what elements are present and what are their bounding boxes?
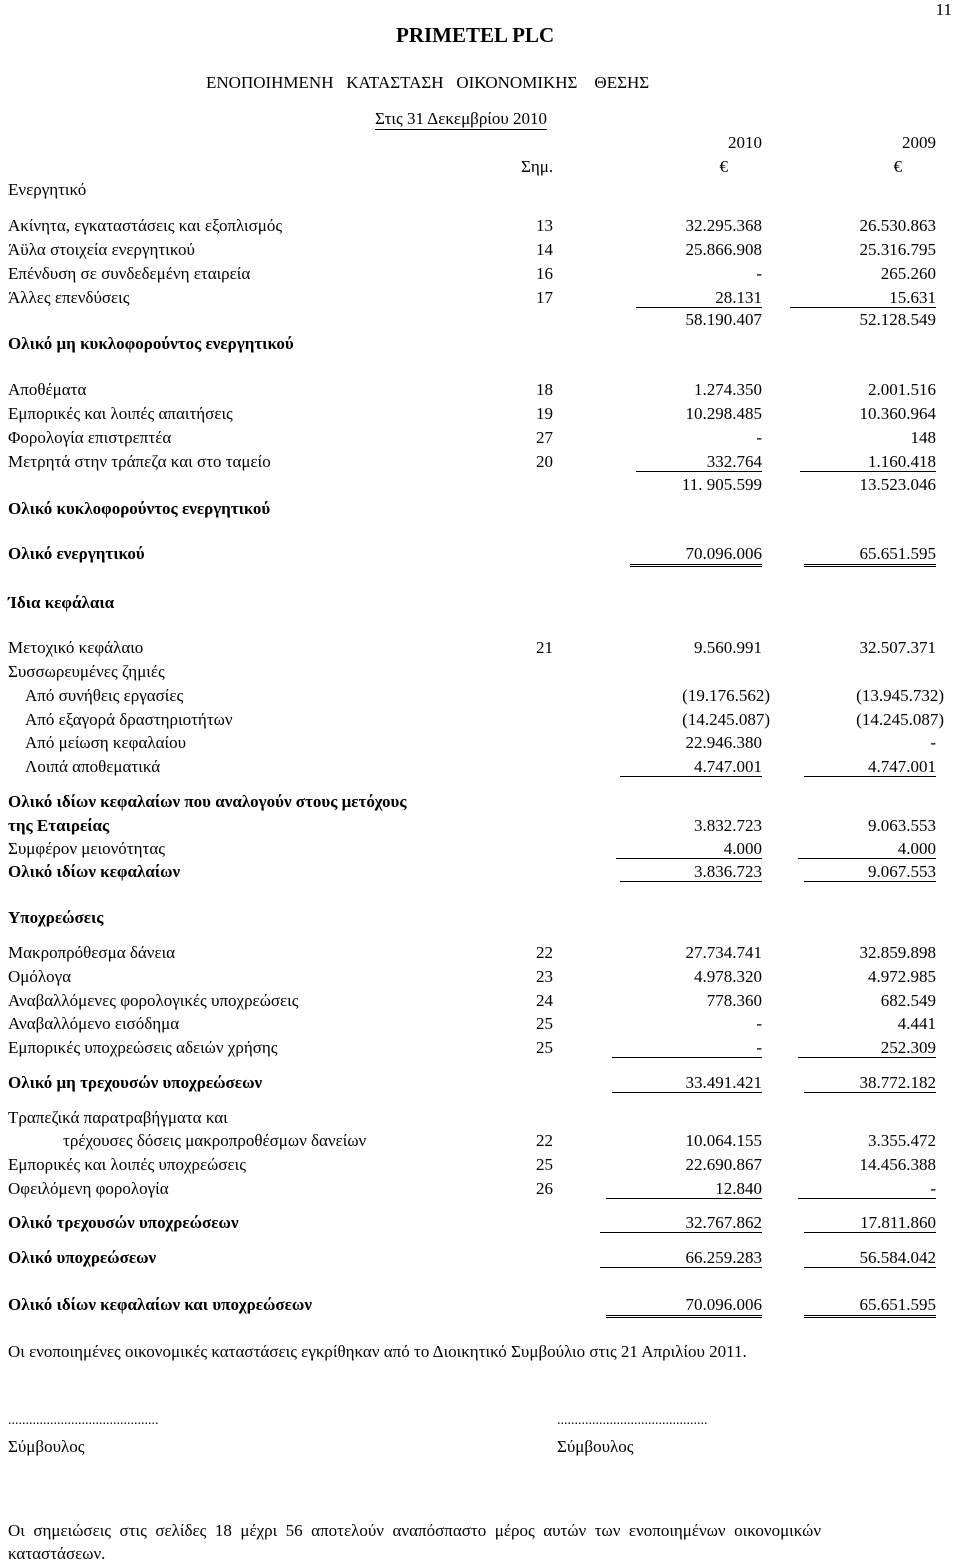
section-assets-heading: Ενεργητικό: [8, 180, 87, 199]
row-label: Από μείωση κεφαλαίου: [25, 733, 186, 752]
subtotal-rule: [804, 776, 936, 777]
approval-statement: Οι ενοποιημένες οικονομικές καταστάσεις εγκρίθηκαν από το Διοικητικό Συμβούλιο στις 21 Απριλίου 2011.: [8, 1342, 747, 1361]
currency-2010: €: [719, 157, 728, 176]
row-note: 22: [536, 943, 553, 962]
minority-2009: 4.000: [897, 839, 936, 858]
row-note: 27: [536, 428, 553, 447]
row-label: Ακίνητα, εγκαταστάσεις και εξοπλισμός: [8, 216, 283, 235]
total-rule: [600, 1267, 762, 1268]
current-liab-total-label: Ολικό τρεχουσών υποχρεώσεων: [8, 1213, 239, 1232]
row-value-2010: 778.360: [706, 991, 762, 1010]
row-note: 18: [536, 380, 553, 399]
row-value-2009: 10.360.964: [859, 404, 936, 423]
equity-liab-total-2010: 70.096.006: [685, 1295, 762, 1314]
note-header: Σημ.: [521, 157, 554, 176]
bank-overdrafts-label-line2: τρέχουσες δόσεις μακροπροθέσμων δανείων: [63, 1131, 367, 1150]
noncurrent-total-2009: 52.128.549: [859, 310, 936, 329]
row-value-2010: -: [756, 1014, 762, 1033]
row-value-2010: (19.176.562): [682, 686, 770, 705]
total-rule: [804, 1267, 936, 1268]
row-value-2010: 28.131: [715, 288, 762, 307]
row-value-2010: 12.840: [715, 1179, 762, 1198]
row-value-2010: 4.978.320: [694, 967, 762, 986]
subtotal-rule: [798, 1057, 936, 1058]
row-label: Από εξαγορά δραστηριοτήτων: [25, 710, 233, 729]
row-note: 25: [536, 1014, 553, 1033]
subtotal-rule: [606, 1198, 762, 1199]
row-value-2010: -: [756, 428, 762, 447]
bank-overdrafts-note: 22: [536, 1131, 553, 1150]
bank-overdrafts-label-line1: Τραπεζικά παρατραβήγματα και: [8, 1108, 228, 1127]
equity-total-2009: 9.067.553: [868, 862, 936, 881]
total-rule: [620, 881, 762, 882]
row-value-2010: 22.946.380: [685, 733, 762, 752]
row-value-2009: -: [930, 1179, 936, 1198]
subtotal-rule: [636, 307, 762, 308]
total-double-rule: [804, 564, 936, 567]
row-note: 17: [536, 288, 553, 307]
year-2010-header: 2010: [728, 133, 762, 152]
row-value-2009: 682.549: [880, 991, 936, 1010]
row-note: 14: [536, 240, 553, 259]
row-note: 19: [536, 404, 553, 423]
equity-liab-total-2009: 65.651.595: [859, 1295, 936, 1314]
attributable-2010: 3.832.723: [694, 816, 762, 835]
row-value-2009: 26.530.863: [859, 216, 936, 235]
row-note: 13: [536, 216, 553, 235]
subtotal-rule: [612, 1057, 762, 1058]
row-value-2009: (14.245.087): [856, 710, 944, 729]
total-rule: [804, 1092, 936, 1093]
row-value-2009: 2.001.516: [868, 380, 936, 399]
assets-total-2010: 70.096.006: [685, 544, 762, 563]
row-label: Από συνήθεις εργασίες: [25, 686, 184, 705]
noncurrent-liab-total-2010: 33.491.421: [685, 1073, 762, 1092]
row-label: Εμπορικές υποχρεώσεις αδειών χρήσης: [8, 1038, 278, 1057]
total-double-rule: [804, 1315, 936, 1318]
row-label: Εμπορικές και λοιπές απαιτήσεις: [8, 404, 233, 423]
row-value-2009: 4.441: [897, 1014, 936, 1033]
liab-total-2009: 56.584.042: [859, 1248, 936, 1267]
row-label: Λοιπά αποθεματικά: [25, 757, 161, 776]
noncurrent-total-label: Ολικό μη κυκλοφορούντος ενεργητικού: [8, 334, 294, 353]
row-value-2009: 4.747.001: [868, 757, 936, 776]
row-note: 24: [536, 991, 553, 1010]
noncurrent-liab-total-2009: 38.772.182: [859, 1073, 936, 1092]
row-value-2009: 25.316.795: [859, 240, 936, 259]
attributable-label-line1: Ολικό ιδίων κεφαλαίων που αναλογούν στους μετόχους: [8, 792, 407, 811]
row-value-2009: 148: [910, 428, 936, 447]
row-label: Άλλες επενδύσεις: [8, 288, 130, 307]
current-liab-total-2009: 17.811.860: [860, 1213, 936, 1232]
assets-total-label: Ολικό ενεργητικού: [8, 544, 145, 563]
row-value-2010: 25.866.908: [685, 240, 762, 259]
current-total-2009: 13.523.046: [859, 475, 936, 494]
row-label: Ομόλογα: [8, 967, 72, 986]
row-value-2010: -: [756, 1038, 762, 1057]
row-value-2010: 22.690.867: [685, 1155, 762, 1174]
subtotal-rule: [636, 471, 762, 472]
page-number: 11: [935, 0, 952, 19]
row-value-2010: 10.298.485: [685, 404, 762, 423]
row-value-2009: 15.631: [889, 288, 936, 307]
signer-right-title: Σύμβουλος: [557, 1437, 634, 1456]
noncurrent-total-2010: 58.190.407: [685, 310, 762, 329]
row-value-2009: -: [930, 733, 936, 752]
bank-overdrafts-2010: 10.064.155: [685, 1131, 762, 1150]
minority-label: Συμφέρον μειονότητας: [8, 839, 166, 858]
row-value-2010: -: [756, 264, 762, 283]
attributable-label-line2: της Εταιρείας: [8, 816, 110, 835]
row-label: Άϋλα στοιχεία ενεργητικού: [8, 240, 195, 259]
row-value-2010: 1.274.350: [694, 380, 762, 399]
row-value-2010: (14.245.087): [682, 710, 770, 729]
subtotal-rule: [800, 471, 936, 472]
total-rule: [804, 881, 936, 882]
section-equity-heading: Ίδια κεφάλαια: [8, 593, 115, 612]
statement-date: Στις 31 Δεκεμβρίου 2010: [375, 109, 548, 128]
row-label: Μετρητά στην τράπεζα και στο ταμείο: [8, 452, 271, 471]
share-capital-note: 21: [536, 638, 553, 657]
row-note: 25: [536, 1155, 553, 1174]
subtotal-rule: [790, 307, 936, 308]
subtotal-rule: [620, 776, 762, 777]
row-label: Αναβαλλόμενο εισόδημα: [8, 1014, 180, 1033]
total-rule: [804, 1232, 936, 1233]
signer-left-title: Σύμβουλος: [8, 1437, 85, 1456]
row-label: Φορολογία επιστρεπτέα: [8, 428, 172, 447]
subtotal-rule: [798, 1198, 936, 1199]
row-label: Επένδυση σε συνδεδεμένη εταιρεία: [8, 264, 251, 283]
liab-total-2010: 66.259.283: [685, 1248, 762, 1267]
statement-title: ΕΝΟΠΟΙΗΜΕΝΗ ΚΑΤΑΣΤΑΣΗ ΟΙΚΟΝΟΜΙΚΗΣ ΘΕΣΗΣ: [206, 73, 650, 92]
current-total-2010: 11. 905.599: [681, 475, 762, 494]
row-value-2010: 4.747.001: [694, 757, 762, 776]
total-double-rule: [630, 564, 762, 567]
row-label: Οφειλόμενη φορολογία: [8, 1179, 169, 1198]
row-value-2009: 252.309: [880, 1038, 936, 1057]
signature-line-right: ...........................................: [557, 1413, 708, 1428]
equity-total-2010: 3.836.723: [694, 862, 762, 881]
accumulated-losses-label: Συσσωρευμένες ζημιές: [8, 662, 165, 681]
row-note: 26: [536, 1179, 553, 1198]
year-2009-header: 2009: [902, 133, 936, 152]
signature-line-left: ...........................................: [8, 1413, 159, 1428]
footnote-line1: Οι σημειώσεις στις σελίδες 18 μέχρι 56 αποτελούν αναπόσπαστο μέρος αυτών των ενοποιημένων οικονομικών: [8, 1521, 822, 1540]
row-label: Αναβαλλόμενες φορολογικές υποχρεώσεις: [8, 991, 299, 1010]
row-label: Αποθέματα: [8, 380, 87, 399]
section-liabilities-heading: Υποχρεώσεις: [8, 908, 104, 927]
row-note: 23: [536, 967, 553, 986]
row-label: Εμπορικές και λοιπές υποχρεώσεις: [8, 1155, 246, 1174]
assets-total-2009: 65.651.595: [859, 544, 936, 563]
row-value-2009: 1.160.418: [868, 452, 936, 471]
row-value-2009: 32.859.898: [859, 943, 936, 962]
current-total-label: Ολικό κυκλοφορούντος ενεργητικού: [8, 499, 271, 518]
share-capital-2009: 32.507.371: [859, 638, 936, 657]
row-value-2010: 332.764: [706, 452, 762, 471]
subtotal-rule: [616, 858, 762, 859]
row-value-2009: 14.456.388: [859, 1155, 936, 1174]
total-rule: [612, 1092, 762, 1093]
currency-2009: €: [893, 157, 902, 176]
row-label: Μακροπρόθεσμα δάνεια: [8, 943, 176, 962]
current-liab-total-2010: 32.767.862: [685, 1213, 762, 1232]
equity-total-label: Ολικό ιδίων κεφαλαίων: [8, 862, 181, 881]
attributable-2009: 9.063.553: [868, 816, 936, 835]
row-note: 16: [536, 264, 553, 283]
row-value-2009: (13.945.732): [856, 686, 944, 705]
share-capital-2010: 9.560.991: [694, 638, 762, 657]
company-name: PRIMETEL PLC: [396, 23, 555, 47]
equity-liab-total-label: Ολικό ιδίων κεφαλαίων και υποχρεώσεων: [8, 1295, 312, 1314]
noncurrent-liab-total-label: Ολικό μη τρεχουσών υποχρεώσεων: [8, 1073, 263, 1092]
minority-2010: 4.000: [723, 839, 762, 858]
share-capital-label: Μετοχικό κεφάλαιο: [8, 638, 144, 657]
bank-overdrafts-2009: 3.355.472: [868, 1131, 936, 1150]
total-rule: [600, 1232, 762, 1233]
footnote-line2: καταστάσεων.: [8, 1544, 106, 1563]
row-note: 25: [536, 1038, 553, 1057]
liab-total-label: Ολικό υποχρεώσεων: [8, 1248, 157, 1267]
row-value-2009: 265.260: [880, 264, 936, 283]
row-value-2010: 27.734.741: [685, 943, 762, 962]
total-double-rule: [606, 1315, 762, 1318]
row-value-2010: 32.295.368: [685, 216, 762, 235]
row-note: 20: [536, 452, 553, 471]
subtotal-rule: [798, 858, 936, 859]
row-value-2009: 4.972.985: [868, 967, 936, 986]
